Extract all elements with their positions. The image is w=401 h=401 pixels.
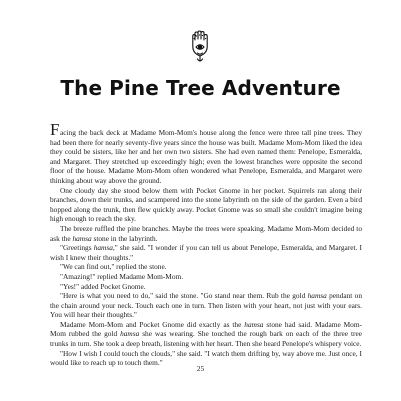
chapter-title: The Pine Tree Adventure bbox=[60, 76, 341, 100]
page-number: 25 bbox=[196, 364, 205, 373]
hamsa-icon bbox=[185, 30, 215, 64]
paragraph-6: "Amazing!" replied Madame Mom-Mom. bbox=[60, 271, 184, 281]
paragraph-9: Madame Mom-Mom and Pocket Gnome did exactly as the hamsa stone had said. Madame Mom-Mom rubbed the gold hamsa she was wearing. She touched the rough bark on each of the three tree trunks in turn. She took a deep breath, listening with her heart. Then she heard Penelope's whispery voice. bbox=[50, 319, 362, 349]
drop-cap: F bbox=[50, 120, 60, 139]
paragraph-7: "Yes!" added Pocket Gnome. bbox=[60, 281, 146, 291]
paragraph-1-text: acing the back deck at Madame Mom-Mom's house along the fence were three tall pine trees. They had been there for nearly seventy-five years since the house was built. Madame Mom-Mom liked the idea they could be sisters, like her and her own two sisters. She had even named them: Penelope, Esmeralda, and Margaret. They stretched up exceedingly high; even the lowest branches were opposite the second floor of the house. Madame Mom-Mom often wondered what Penelope, Esmeralda, and Margaret were thinking about way above the ground. bbox=[50, 128, 362, 185]
paragraph-1 bbox=[50, 120, 362, 186]
paragraph-4: "Greetings hamsa," she said. "I wonder if you can tell us about Penelope, Esmeralda, and Margaret. I wish I knew their thoughts." bbox=[50, 243, 362, 262]
paragraph-10: "How I wish I could touch the clouds," she said. "I watch them drifting by, way above me. Just once, I would like to reach up to touch them." bbox=[50, 348, 362, 368]
paragraph-2: One cloudy day she stood below them with Pocket Gnome in her pocket. Squirrels ran along their branches, down their trunks, and scampered into the stone labyrinth on the side of the garden. Even a bird hopped along the trunk, then flew quickly away. Pocket Gnome was so small she couldn't imagine being high enough to reach the sky. bbox=[50, 185, 362, 224]
paragraph-3: The breeze ruffled the pine branches. Maybe the trees were speaking. Madame Mom-Mom decided to ask the hamsa stone in the labyrinth. bbox=[50, 223, 362, 243]
chapter-body bbox=[50, 120, 362, 368]
paragraph-8: "Here is what you need to do," said the stone. "Go stand near them. Rub the gold hamsa pendant on the chain around your neck. Touch each one in turn. Then listen with your heart, not just with your ears. You will hear their thoughts." bbox=[50, 291, 362, 320]
paragraph-5: "We can find out," replied the stone. bbox=[60, 262, 167, 272]
